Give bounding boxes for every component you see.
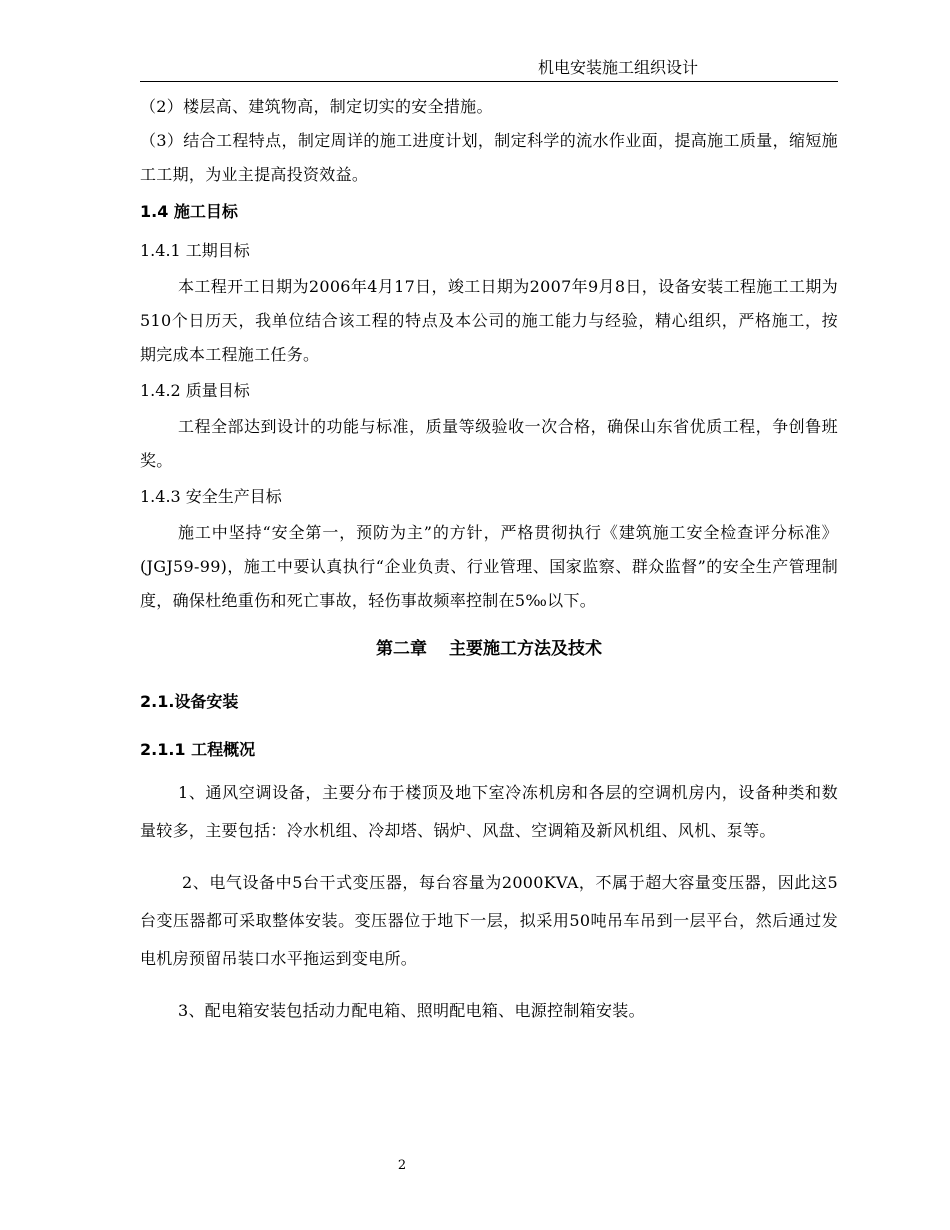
chapter-number: 第二章 bbox=[376, 639, 427, 659]
paragraph-item-2: （2）楼层高、建筑物高，制定切实的安全措施。 bbox=[140, 97, 493, 116]
page-header bbox=[140, 56, 838, 80]
paragraph-electrical-equipment: 2、电气设备中5台干式变压器，每台容量为2000KVA，不属于超大容量变压器，因此这5台变压器都可采取整体安装。变压器位于地下一层，拟采用50吨吊车吊到一层平台，然后通过发电机房预留吊装口水平拖运到变电所。 bbox=[140, 873, 838, 968]
section-heading-1-4: 1.4 施工目标 bbox=[140, 202, 238, 221]
chapter-title: 主要施工方法及技术 bbox=[449, 639, 602, 659]
page-body bbox=[140, 90, 838, 1030]
paragraph-hvac-equipment: 1、通风空调设备，主要分布于楼顶及地下室冷冻机房和各层的空调机房内，设备种类和数量较多，主要包括：冷水机组、冷却塔、锅炉、风盘、空调箱及新风机组、风机、泵等。 bbox=[140, 783, 838, 840]
paragraph-safety-goal: 施工中坚持“安全第一，预防为主”的方针，严格贯彻执行《建筑施工安全检查评分标准》(JGJ59-99)，施工中要认真执行“企业负责、行业管理、国家监察、群众监督”的安全生产管理制度，确保杜绝重伤和死亡事故，轻伤事故频率控制在5‰以下。 bbox=[140, 523, 838, 610]
page-number: 2 bbox=[397, 1158, 407, 1173]
paragraph-item-3: （3）结合工程特点，制定周详的施工进度计划，制定科学的流水作业面，提高施工质量，缩短施工工期，为业主提高投资效益。 bbox=[140, 131, 838, 184]
section-heading-2-1: 2.1.设备安装 bbox=[140, 692, 239, 711]
subsection-heading-1-4-3: 1.4.3 安全生产目标 bbox=[140, 487, 282, 506]
paragraph-quality-goal: 工程全部达到设计的功能与标准，质量等级验收一次合格，确保山东省优质工程，争创鲁班奖。 bbox=[140, 417, 838, 470]
paragraph-distribution-box: 3、配电箱安装包括动力配电箱、照明配电箱、电源控制箱安装。 bbox=[178, 1001, 645, 1020]
subsection-heading-1-4-1: 1.4.1 工期目标 bbox=[140, 241, 250, 260]
paragraph-schedule-goal: 本工程开工日期为2006年4月17日，竣工日期为2007年9月8日，设备安装工程施工工期为510个日历天，我单位结合该工程的特点及本公司的施工能力与经验，精心组织，严格施工，按期完成本工程施工任务。 bbox=[140, 277, 838, 364]
chapter-heading bbox=[140, 624, 838, 674]
subsection-heading-1-4-2: 1.4.2 质量目标 bbox=[140, 381, 250, 400]
subsection-heading-2-1-1: 2.1.1 工程概况 bbox=[140, 740, 256, 759]
header-title: 机电安装施工组织设计 bbox=[537, 58, 698, 77]
header-rule bbox=[140, 81, 838, 82]
